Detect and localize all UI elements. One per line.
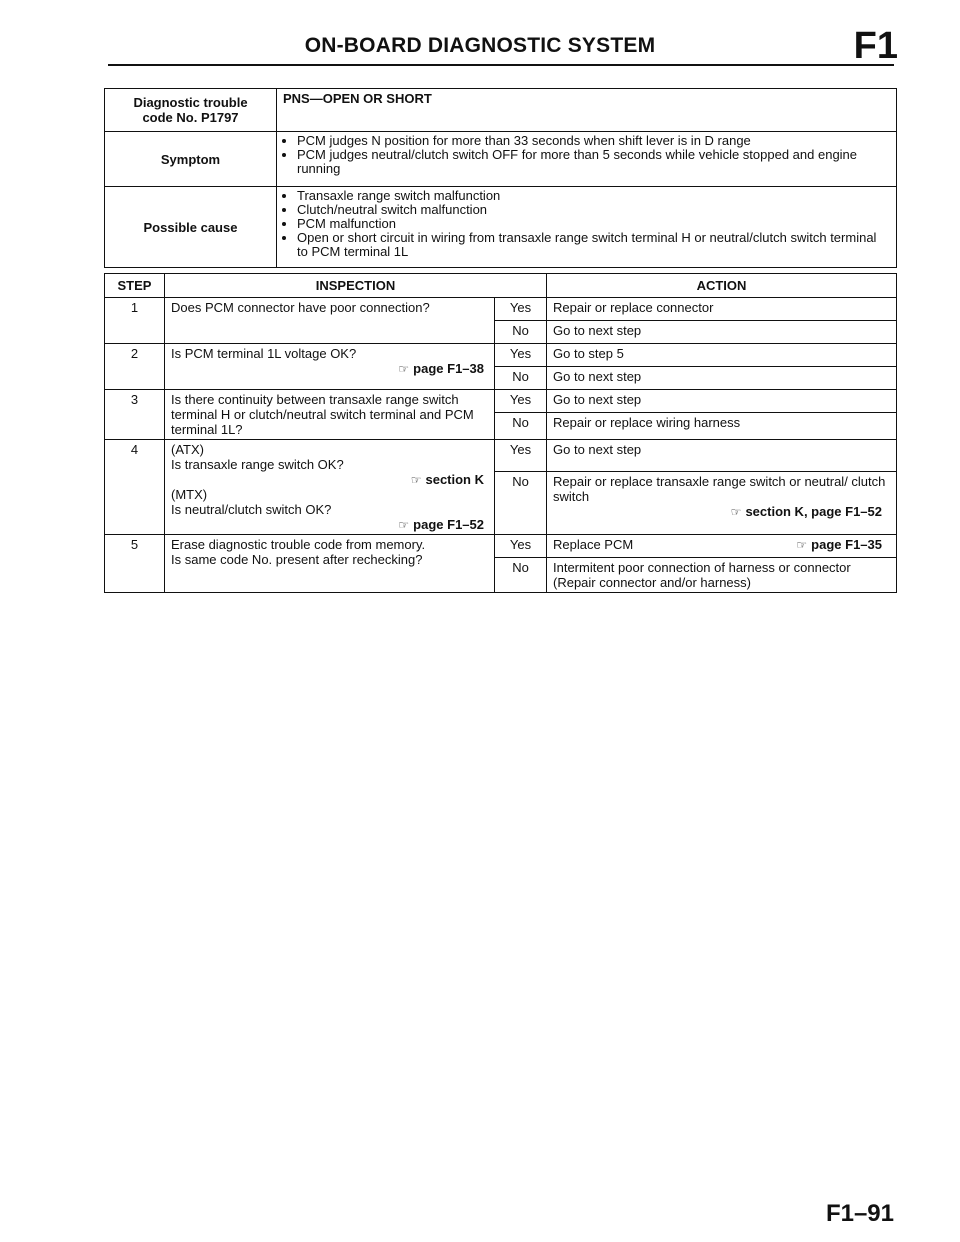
inspection-line: Is same code No. present after rechecking? xyxy=(171,552,423,567)
step-number: 3 xyxy=(105,390,165,440)
step-number: 5 xyxy=(105,535,165,593)
header-rule xyxy=(108,64,894,66)
no-action-line: (Repair connector and/or harness) xyxy=(553,575,751,590)
step-number: 2 xyxy=(105,344,165,390)
inspection-text: Is PCM terminal 1L voltage OK? xyxy=(171,346,357,361)
no-action-line: Intermitent poor connection of harness or connector xyxy=(553,560,851,575)
step-table xyxy=(104,273,897,593)
no-label: No xyxy=(495,558,547,593)
table-row xyxy=(105,298,897,321)
yes-action: Repair or replace connector xyxy=(547,298,897,321)
reference-text: section K xyxy=(425,472,484,487)
code-label-line2: code No. P1797 xyxy=(142,110,239,125)
symptom-row xyxy=(105,132,897,187)
section-reference xyxy=(171,472,488,487)
cause-row xyxy=(105,187,897,268)
yes-label: Yes xyxy=(495,535,547,558)
summary-table xyxy=(104,88,897,268)
symptom-cell xyxy=(277,132,897,187)
reference-text: page F1–52 xyxy=(413,517,484,532)
reference-hand-icon: ☞ xyxy=(410,473,422,487)
yes-action xyxy=(547,535,897,558)
cause-item: • Transaxle range switch malfunction xyxy=(297,189,890,203)
no-action xyxy=(547,558,897,593)
code-row xyxy=(105,89,897,132)
symptom-item: • PCM judges neutral/clutch switch OFF for more than 5 seconds while vehicle stopped and engine running xyxy=(297,148,890,176)
cause-item: • Clutch/neutral switch malfunction xyxy=(297,203,890,217)
no-label: No xyxy=(495,321,547,344)
cause-item: • Open or short circuit in wiring from transaxle range switch terminal H or neutral/clutch switch terminal to PCM terminal 1L xyxy=(297,231,890,259)
yes-action: Go to next step xyxy=(547,440,897,472)
yes-label: Yes xyxy=(495,440,547,472)
reference-text: section K, page F1–52 xyxy=(745,504,882,519)
reference-hand-icon: ☞ xyxy=(730,505,742,519)
yes-label: Yes xyxy=(495,390,547,413)
no-label: No xyxy=(495,413,547,440)
col-step-header: STEP xyxy=(105,274,165,298)
step-inspection xyxy=(165,440,495,535)
yes-action-text: Replace PCM xyxy=(553,537,634,552)
code-value: PNS—OPEN OR SHORT xyxy=(277,89,897,132)
table-row xyxy=(105,440,897,472)
step-inspection: Is there continuity between transaxle range switch terminal H or clutch/neutral switch terminal and PCM terminal 1L? xyxy=(165,390,495,440)
symptom-item: • PCM judges N position for more than 33 seconds when shift lever is in D range xyxy=(297,134,890,148)
no-label: No xyxy=(495,472,547,535)
reference-hand-icon: ☞ xyxy=(796,538,808,552)
yes-label: Yes xyxy=(495,344,547,367)
reference-text: page F1–35 xyxy=(811,537,882,552)
step-inspection: Does PCM connector have poor connection? xyxy=(165,298,495,344)
yes-action: Go to step 5 xyxy=(547,344,897,367)
atx-label: (ATX) xyxy=(171,442,204,457)
inspection-line: Erase diagnostic trouble code from memory. xyxy=(171,537,426,552)
table-row xyxy=(105,344,897,367)
mtx-label: (MTX) xyxy=(171,487,208,502)
step-number: 4 xyxy=(105,440,165,535)
no-action: Repair or replace wiring harness xyxy=(547,413,897,440)
step-inspection xyxy=(165,344,495,390)
yes-action: Go to next step xyxy=(547,390,897,413)
table-row xyxy=(105,535,897,558)
section-reference xyxy=(553,504,890,519)
no-label: No xyxy=(495,367,547,390)
code-label-line1: Diagnostic trouble xyxy=(133,95,248,110)
step-number: 1 xyxy=(105,298,165,344)
yes-label: Yes xyxy=(495,298,547,321)
page-title: ON-BOARD DIAGNOSTIC SYSTEM xyxy=(304,34,656,57)
no-action-text: Repair or replace transaxle range switch or neutral/ clutch switch xyxy=(553,474,886,504)
no-action: Go to next step xyxy=(547,367,897,390)
no-action: Go to next step xyxy=(547,321,897,344)
page-reference xyxy=(796,537,890,552)
reference-text: page F1–38 xyxy=(413,361,484,376)
step-header-row xyxy=(105,274,897,298)
step-inspection xyxy=(165,535,495,593)
table-row xyxy=(105,390,897,413)
page-reference xyxy=(171,361,488,376)
section-code: F1 xyxy=(853,25,898,67)
symptom-label: Symptom xyxy=(105,132,277,187)
page-number: F1–91 xyxy=(825,1200,894,1227)
code-label xyxy=(105,89,277,132)
cause-label: Possible cause xyxy=(105,187,277,268)
cause-cell xyxy=(277,187,897,268)
col-action-header: ACTION xyxy=(547,274,897,298)
cause-item: • PCM malfunction xyxy=(297,217,890,231)
page-reference xyxy=(171,517,488,532)
reference-hand-icon: ☞ xyxy=(398,362,410,376)
atx-question: Is transaxle range switch OK? xyxy=(171,457,344,472)
mtx-question: Is neutral/clutch switch OK? xyxy=(171,502,332,517)
reference-hand-icon: ☞ xyxy=(398,518,410,532)
col-inspection-header: INSPECTION xyxy=(165,274,547,298)
no-action xyxy=(547,472,897,535)
